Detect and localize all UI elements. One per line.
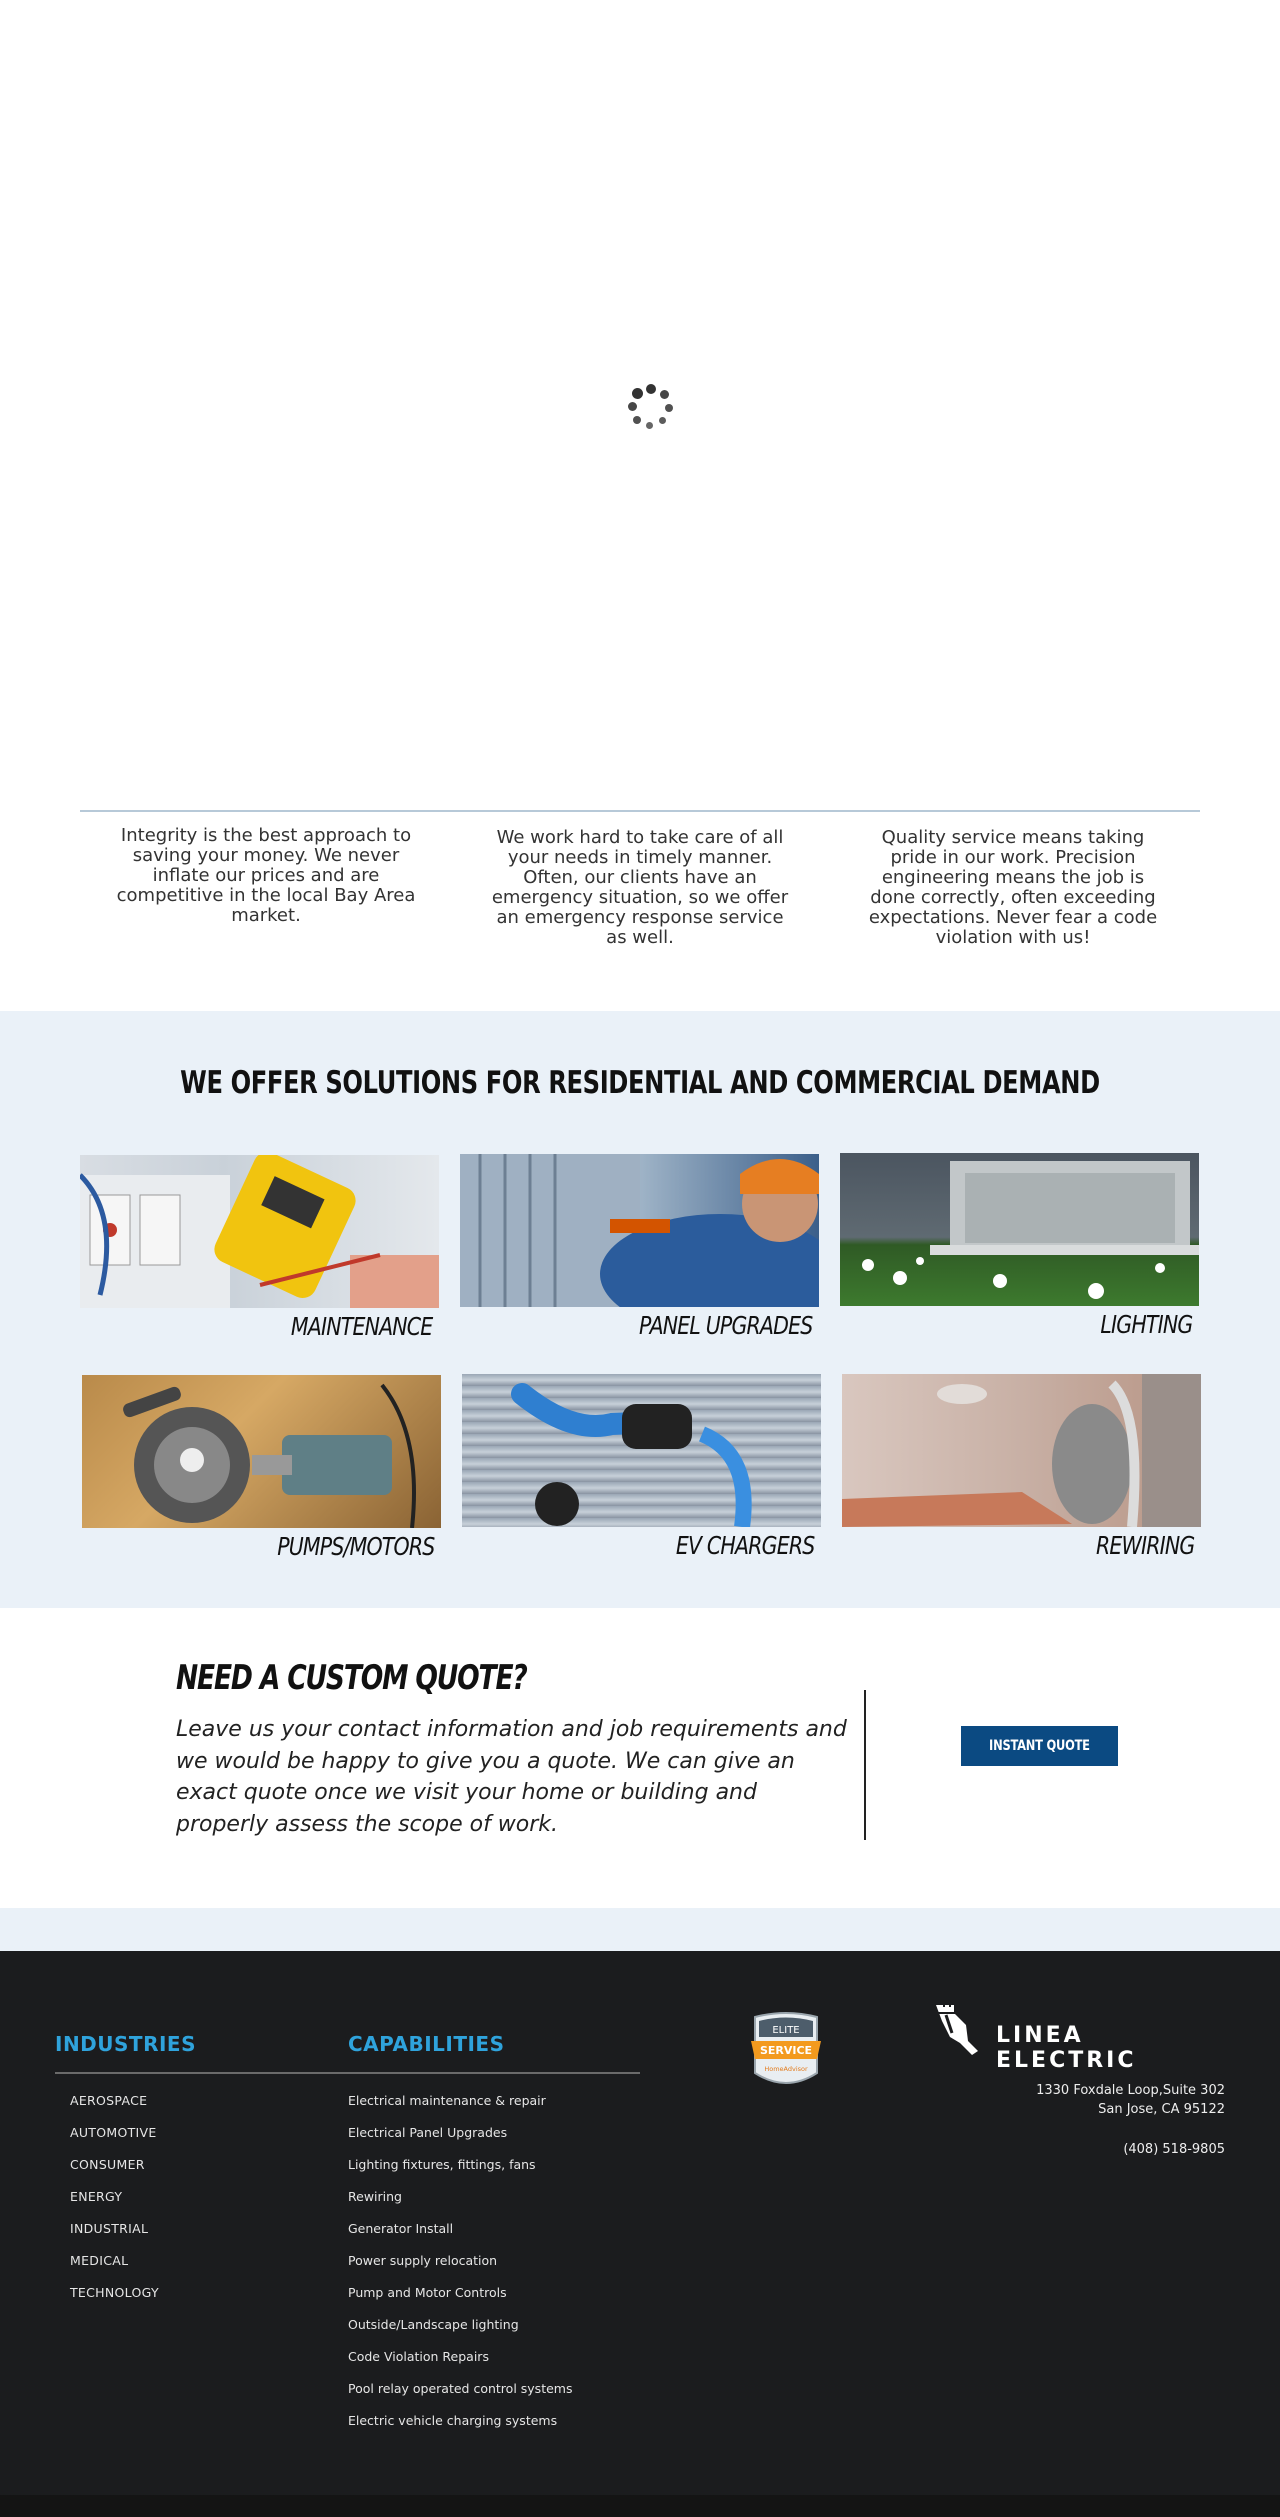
quote-description: Leave us your contact information and job requirements and we would be happy to give you a quote. We can give an exact quote once we visit your home or building and properly assess the scope of work. <box>176 1717 847 1837</box>
panel-upgrades-photo <box>460 1154 819 1307</box>
capability-link[interactable]: Pool relay operated control systems <box>348 2381 573 2396</box>
instant-quote-button[interactable] <box>961 1726 1118 1766</box>
capabilities-heading: CAPABILITIES <box>348 2032 505 2056</box>
hero-divider <box>80 810 1200 812</box>
quote-divider <box>864 1690 866 1840</box>
footer-divider <box>55 2072 640 2074</box>
service-label-pumps-motors: PUMPS/MOTORS <box>277 1532 435 1561</box>
service-label-lighting: LIGHTING <box>1100 1310 1193 1339</box>
service-card-panel-upgrades[interactable] <box>460 1154 819 1340</box>
service-card-rewiring[interactable] <box>842 1374 1201 1560</box>
badge-line3: HomeAdvisor <box>764 2065 808 2073</box>
service-card-ev-chargers[interactable] <box>462 1374 821 1560</box>
capability-link[interactable]: Electrical Panel Upgrades <box>348 2125 508 2140</box>
industries-list <box>70 2091 159 2315</box>
solutions-section <box>0 1011 1280 1608</box>
industry-link[interactable]: MEDICAL <box>70 2253 129 2268</box>
quote-title: NEED A CUSTOM QUOTE? <box>176 1658 527 1698</box>
loading-spinner-icon <box>628 384 674 430</box>
capability-link[interactable]: Power supply relocation <box>348 2253 498 2268</box>
homeadvisor-elite-badge-icon[interactable] <box>747 2011 825 2089</box>
industry-link[interactable]: AUTOMOTIVE <box>70 2125 157 2140</box>
capability-link[interactable]: Outside/Landscape lighting <box>348 2317 519 2332</box>
footer-bottom-bar <box>0 2495 1280 2517</box>
address-line-2: San Jose, CA 95122 <box>1098 2102 1225 2117</box>
hero-loading-area <box>0 0 1280 810</box>
pumps-motors-photo <box>82 1375 441 1528</box>
service-card-lighting[interactable] <box>840 1153 1199 1339</box>
rewiring-photo <box>842 1374 1201 1527</box>
company-address <box>1036 2081 1225 2119</box>
service-label-rewiring: REWIRING <box>1095 1531 1195 1560</box>
capabilities-list <box>348 2091 572 2443</box>
service-label-panel-upgrades: PANEL UPGRADES <box>639 1311 813 1340</box>
lighting-photo <box>840 1153 1199 1306</box>
industry-link[interactable]: ENERGY <box>70 2189 123 2204</box>
badge-line1: ELITE <box>772 2025 800 2036</box>
feature-integrity: Integrity is the best approach to saving your money. We never inflate our prices and are competitive in the local Bay Area market. <box>116 825 416 926</box>
capability-link[interactable]: Pump and Motor Controls <box>348 2285 507 2300</box>
service-label-ev-chargers: EV CHARGERS <box>675 1531 815 1560</box>
feature-quality: Quality service means taking pride in our work. Precision engineering means the job is done correctly, often exceeding expectations. Never fear a code violation with us! <box>868 827 1158 948</box>
features-row <box>80 826 1200 1011</box>
industry-link[interactable]: TECHNOLOGY <box>70 2285 159 2300</box>
capability-link[interactable]: Electrical maintenance & repair <box>348 2093 546 2108</box>
solutions-title: WE OFFER SOLUTIONS FOR RESIDENTIAL AND COMMERCIAL DEMAND <box>180 1065 1100 1101</box>
service-label-maintenance: MAINTENANCE <box>290 1312 433 1341</box>
company-phone[interactable]: (408) 518-9805 <box>1123 2142 1225 2157</box>
capability-link[interactable]: Code Violation Repairs <box>348 2349 489 2364</box>
industries-heading: INDUSTRIES <box>55 2032 196 2056</box>
custom-quote-section <box>0 1608 1280 1908</box>
industry-link[interactable]: AEROSPACE <box>70 2093 148 2108</box>
site-footer <box>0 1951 1280 2495</box>
instant-quote-label: INSTANT QUOTE <box>989 1738 1090 1754</box>
maintenance-photo <box>80 1155 439 1308</box>
feature-timely: We work hard to take care of all your needs in timely manner. Often, our clients have an emergency situation, so we offer an emergency response service as well. <box>491 827 789 948</box>
capability-link[interactable]: Electric vehicle charging systems <box>348 2413 558 2428</box>
service-card-maintenance[interactable] <box>80 1155 439 1341</box>
logo-text: LINEA ELECTRIC <box>996 2023 1137 2073</box>
service-card-pumps-motors[interactable] <box>82 1375 441 1561</box>
capability-link[interactable]: Lighting fixtures, fittings, fans <box>348 2157 536 2172</box>
industry-link[interactable]: INDUSTRIAL <box>70 2221 149 2236</box>
address-line-1: 1330 Foxdale Loop,Suite 302 <box>1036 2083 1225 2098</box>
capability-link[interactable]: Rewiring <box>348 2189 402 2204</box>
linea-electric-logo-icon[interactable] <box>932 2003 1226 2073</box>
capability-link[interactable]: Generator Install <box>348 2221 454 2236</box>
industry-link[interactable]: CONSUMER <box>70 2157 145 2172</box>
pre-footer-band <box>0 1908 1280 1951</box>
ev-chargers-photo <box>462 1374 821 1527</box>
badge-line2: SERVICE <box>759 2044 813 2057</box>
